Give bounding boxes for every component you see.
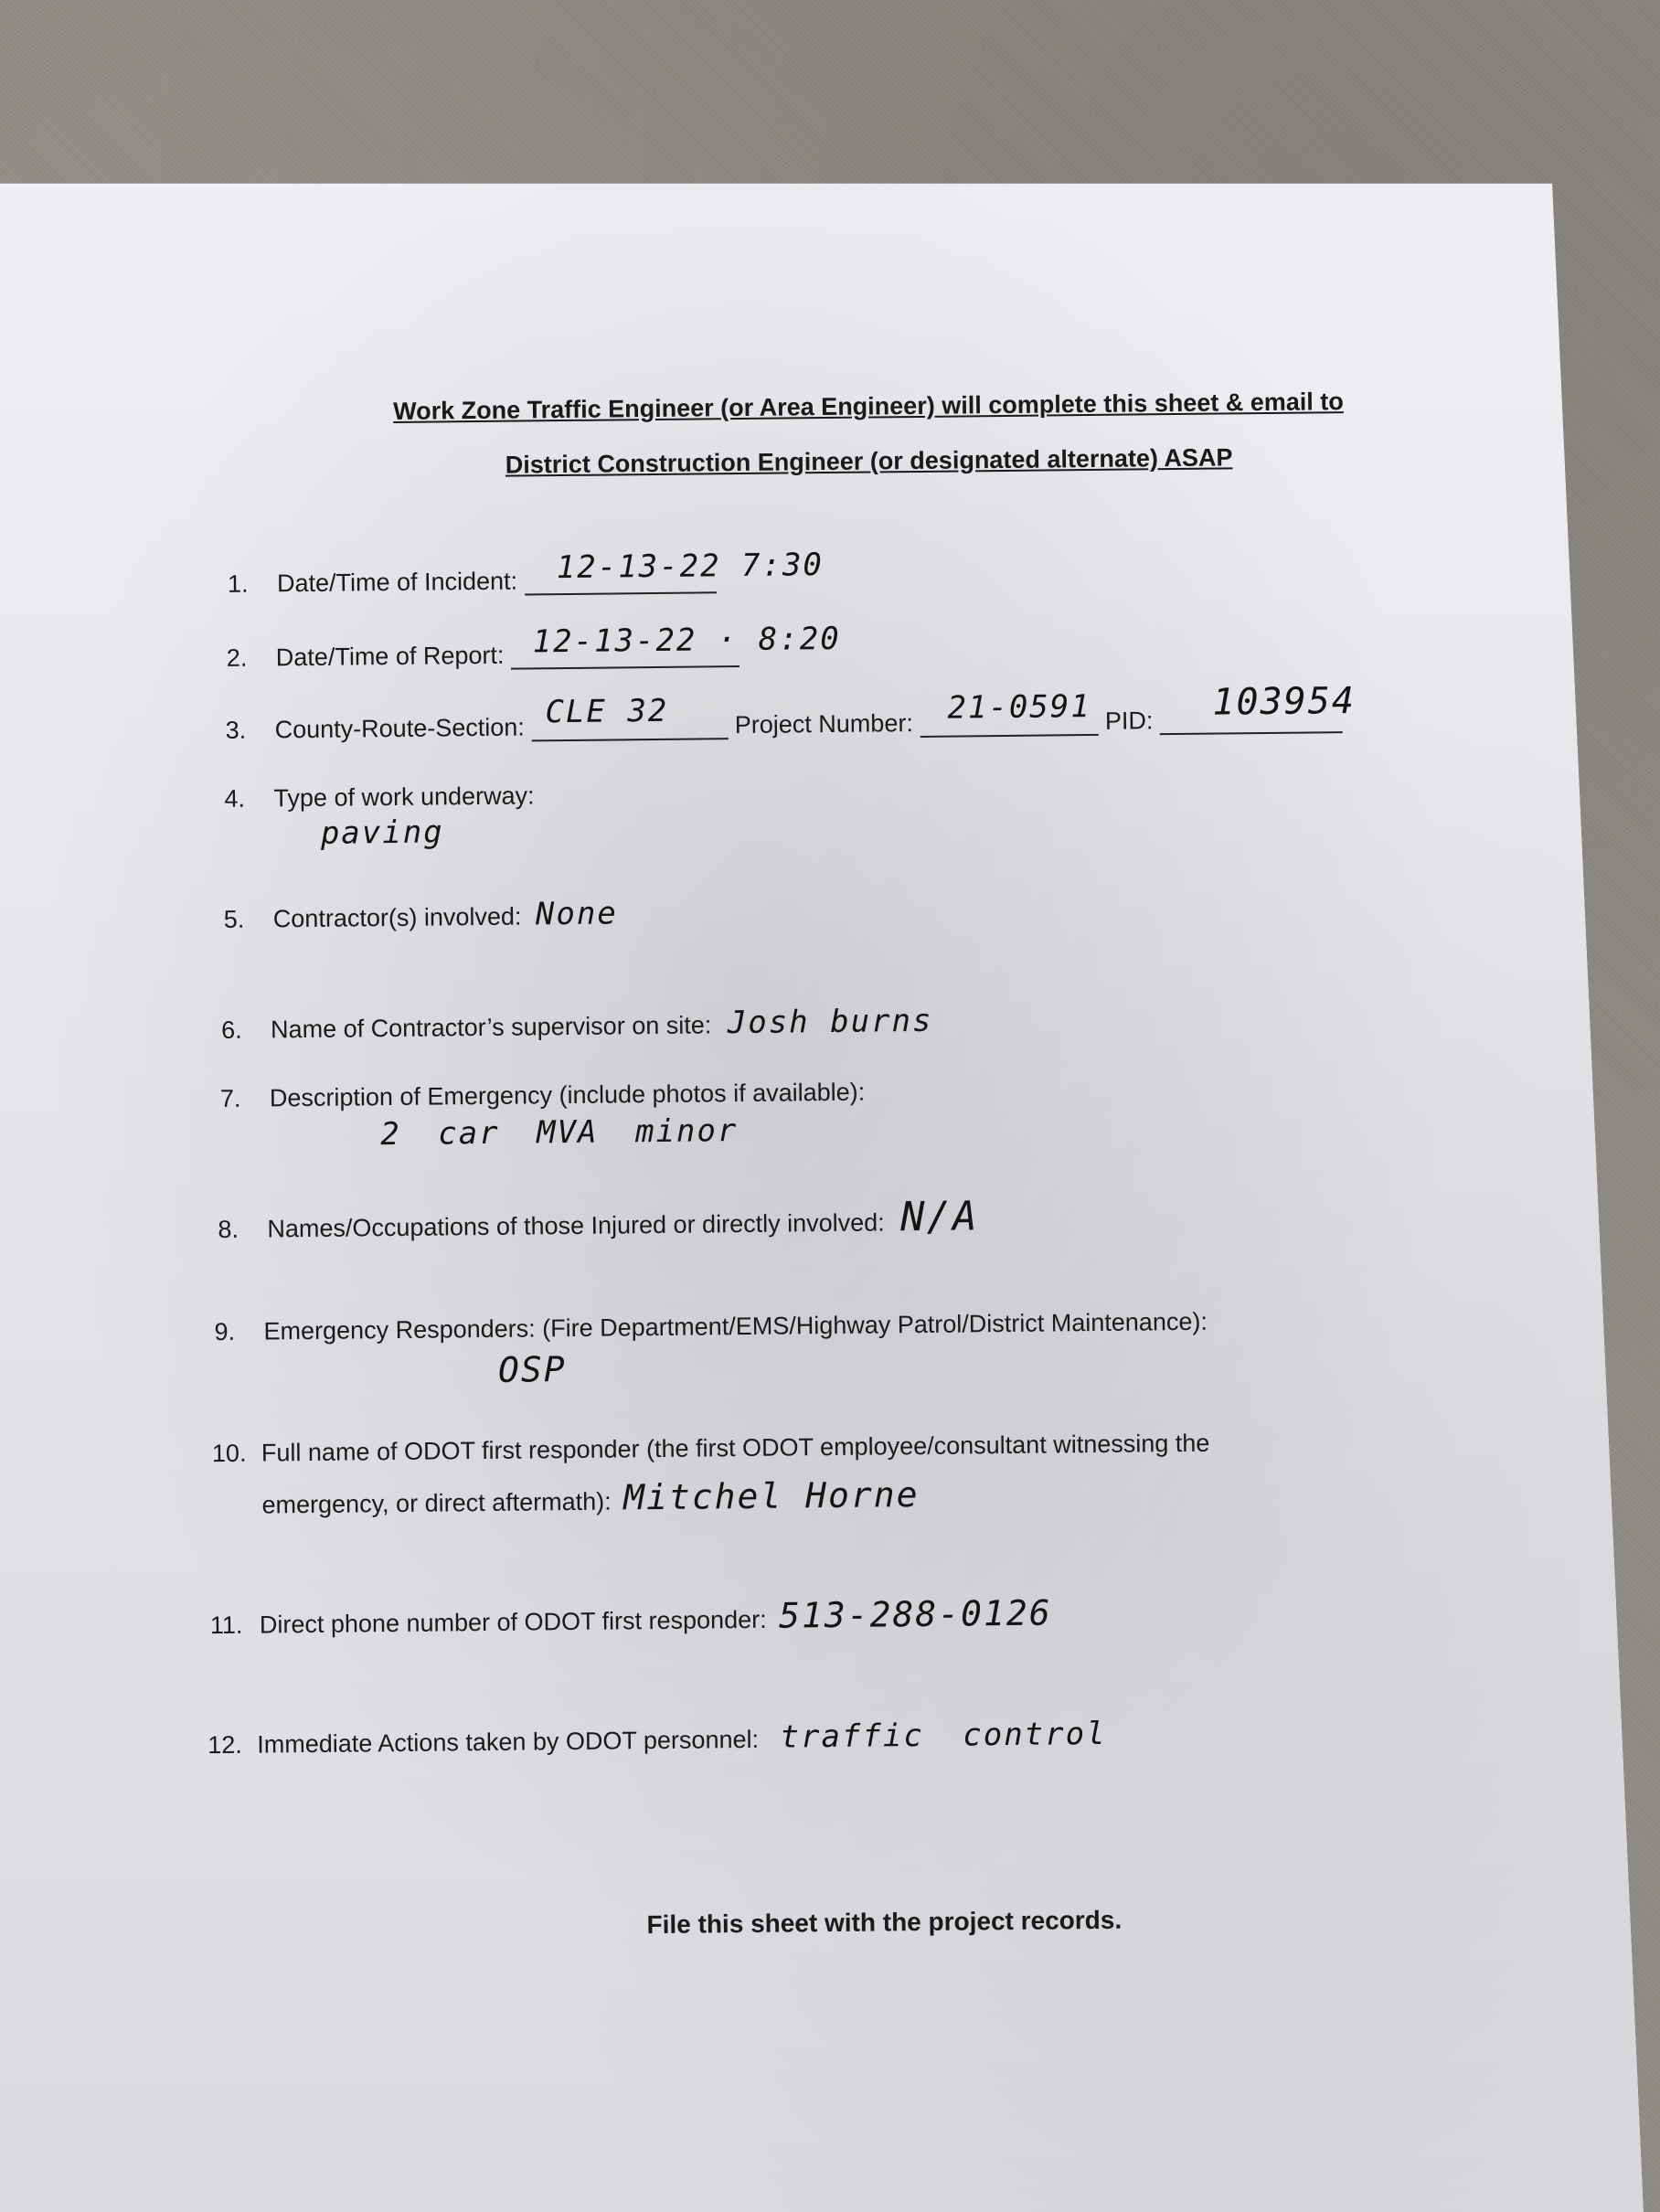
item-county-route-section xyxy=(225,679,1357,745)
answer-handwritten: Mitchel Horne xyxy=(622,1474,920,1518)
item-number: 10. xyxy=(211,1439,247,1468)
item-number: 11. xyxy=(209,1611,243,1640)
item-label: Name of Contractor’s supervisor on site: xyxy=(270,1011,712,1044)
item-label: Full name of ODOT first responder (the first ODOT employee/consultant witnessing the xyxy=(261,1429,1210,1467)
pid-handwritten: 103954 xyxy=(1212,679,1357,724)
answer-handwritten: OSP xyxy=(497,1349,567,1390)
item-contractor-supervisor xyxy=(221,1003,933,1047)
item-names-injured xyxy=(218,1193,979,1248)
item-number: 2. xyxy=(226,643,248,672)
item-contractors-involved xyxy=(224,895,618,936)
item-type-of-work xyxy=(224,782,535,852)
item-label: Immediate Actions taken by ODOT personnel: xyxy=(257,1725,760,1759)
answer-handwritten: 12-13-22 · 8:20 xyxy=(532,620,841,661)
answer-handwritten: 12-13-22 7:30 xyxy=(556,547,825,587)
item-label: Description of Emergency (include photos if available): xyxy=(269,1078,866,1112)
item-label: Names/Occupations of those Injured or directly involved: xyxy=(267,1208,885,1243)
item-number: 12. xyxy=(208,1730,242,1760)
item-emergency-responders xyxy=(214,1307,1208,1390)
item-date-time-incident xyxy=(227,547,825,599)
item-label-continued xyxy=(261,1474,919,1522)
answer-handwritten: traffic control xyxy=(780,1715,1107,1756)
form-header-line-1: Work Zone Traffic Engineer (or Area Engineer) will complete this sheet & email to xyxy=(392,388,1344,425)
item-label: Date/Time of Incident: xyxy=(276,567,518,598)
item-label: County-Route-Section: xyxy=(274,713,525,744)
item-number: 1. xyxy=(227,569,249,598)
item-label: Date/Time of Report: xyxy=(275,641,505,672)
form-header-line-2: District Construction Engineer (or designated alternate) ASAP xyxy=(505,443,1233,479)
item-label: Contractor(s) involved: xyxy=(272,902,522,933)
item-number: 7. xyxy=(219,1084,241,1112)
item-label-continued-text: emergency, or direct aftermath): xyxy=(261,1487,612,1519)
form-footer: File this sheet with the project records. xyxy=(646,1905,1123,1940)
project-number-label: Project Number: xyxy=(734,709,914,739)
item-number: 5. xyxy=(223,905,245,933)
item-number: 8. xyxy=(218,1215,239,1244)
answer-handwritten: paving xyxy=(320,814,444,852)
item-first-responder-phone xyxy=(210,1592,1052,1642)
item-description-emergency xyxy=(219,1078,866,1154)
pid-label: PID: xyxy=(1104,707,1154,735)
item-immediate-actions xyxy=(208,1716,1107,1761)
item-odot-first-responder xyxy=(211,1429,1210,1519)
answer-handwritten: None xyxy=(535,895,619,933)
answer-handwritten: CLE 32 xyxy=(545,692,669,731)
answer-handwritten: Josh burns xyxy=(727,1002,933,1042)
item-number: 9. xyxy=(214,1317,236,1346)
item-number: 4. xyxy=(224,784,246,813)
answer-handwritten: 2 car MVA minor xyxy=(380,1112,739,1154)
item-label: Direct phone number of ODOT first responder: xyxy=(259,1605,767,1639)
project-number-handwritten: 21-0591 xyxy=(947,687,1091,727)
item-label: Emergency Responders: (Fire Department/EMS/Highway Patrol/District Maintenance): xyxy=(263,1307,1208,1345)
item-label: Type of work underway: xyxy=(273,782,535,813)
item-number: 3. xyxy=(225,716,247,744)
item-date-time-report xyxy=(226,620,841,673)
item-number: 6. xyxy=(220,1016,242,1044)
answer-handwritten: 513-288-0126 xyxy=(778,1592,1052,1636)
answer-handwritten: N/A xyxy=(899,1193,979,1241)
